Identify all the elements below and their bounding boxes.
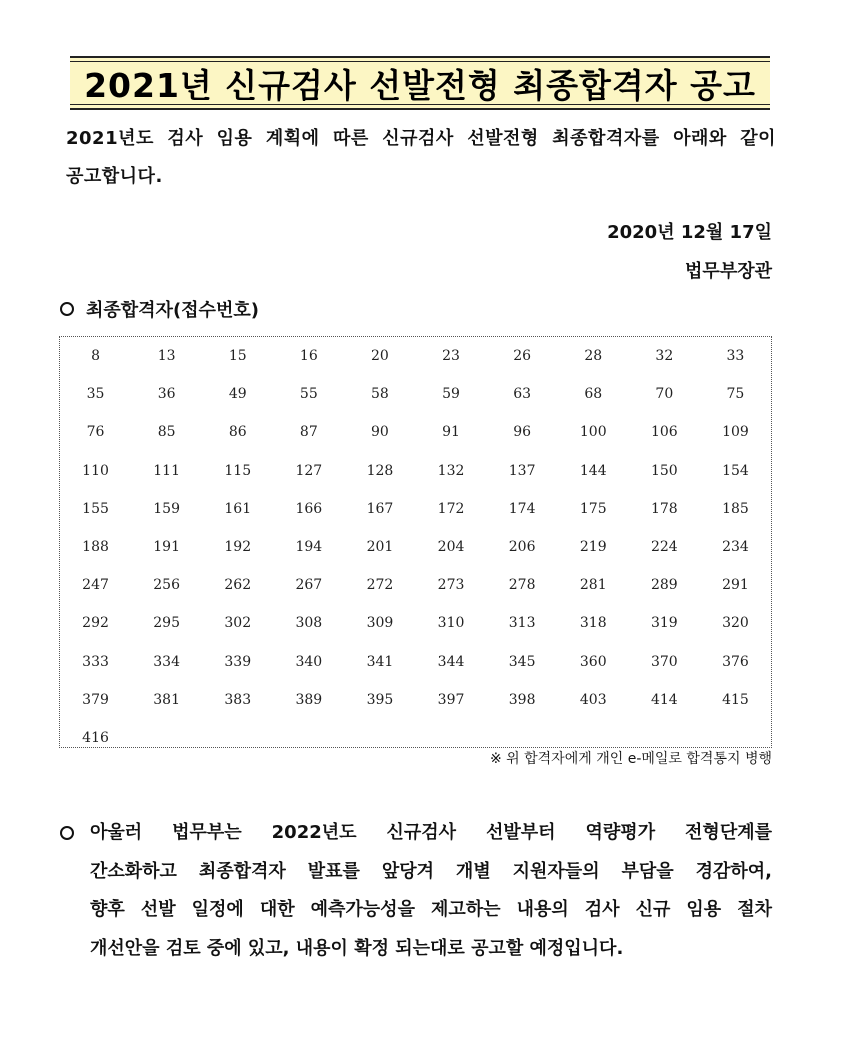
applicant-number-table [59,336,772,748]
applicant-number: 58 [371,386,389,403]
applicant-number: 383 [224,691,252,708]
number-grid [60,337,771,757]
applicant-number: 273 [437,577,465,594]
applicant-number: 340 [295,653,323,670]
notice-line-2: 간소화하고 최종합격자 발표를 앞당겨 개별 지원자들의 부담을 경감하여, [90,860,772,882]
applicant-number: 194 [295,539,323,556]
page-title: 2021년 신규검사 선발전형 최종합격자 공고 [84,65,756,105]
applicant-number: 341 [366,653,394,670]
notice-line-3: 향후 선발 일정에 대한 예측가능성을 제고하는 내용의 검사 신규 임용 절차 [90,899,772,920]
applicant-number: 376 [722,653,749,670]
applicant-number: 106 [650,424,678,441]
notice-line-1-text: 아울러 법무부는 2022년도 신규검사 선발부터 역량평가 전형단계를 [90,822,772,843]
applicant-number: 185 [722,500,749,517]
applicant-number: 370 [650,653,678,670]
applicant-number: 191 [153,539,180,556]
applicant-number: 178 [650,500,678,517]
applicant-number: 318 [579,615,607,632]
applicant-number: 333 [82,653,109,670]
applicant-number: 415 [722,691,749,708]
applicant-number: 389 [295,691,323,708]
applicant-number: 309 [366,615,394,632]
applicant-number: 167 [366,500,394,517]
issuer: 법무부장관 [685,261,772,282]
applicant-number: 416 [82,729,109,746]
applicant-number: 109 [722,424,749,441]
applicant-number: 75 [726,386,745,403]
applicant-number: 8 [91,348,100,365]
applicant-number: 272 [366,577,394,594]
applicant-number: 247 [82,577,109,594]
applicant-number: 76 [86,424,105,441]
applicant-number: 91 [442,424,460,441]
applicant-number: 281 [579,577,607,594]
applicant-number: 302 [224,615,252,632]
applicant-number: 63 [513,386,532,403]
applicant-number: 172 [437,500,465,517]
applicant-number: 278 [508,577,536,594]
applicant-number: 128 [366,462,394,479]
applicant-number: 33 [726,348,745,365]
applicant-number: 262 [224,577,252,594]
applicant-number: 395 [366,691,394,708]
applicant-number: 224 [650,539,678,556]
applicant-number: 32 [655,348,674,365]
applicant-number: 310 [437,615,465,632]
applicant-number: 234 [722,539,749,556]
applicant-number: 381 [153,691,180,708]
applicant-number: 90 [371,424,389,441]
applicant-number: 86 [228,424,247,441]
notice-line-4: 개선안을 검토 중에 있고, 내용이 확정 되는대로 공고할 예정입니다. [90,937,624,959]
applicant-number: 188 [82,539,109,556]
applicant-number: 175 [579,500,607,517]
applicant-number: 320 [722,615,749,632]
applicant-number: 96 [513,424,532,441]
applicant-number: 150 [650,462,678,479]
applicant-number: 267 [295,577,323,594]
applicant-number: 28 [584,348,603,365]
applicant-number: 26 [513,348,532,365]
applicant-number: 100 [579,424,607,441]
applicant-number: 87 [299,424,318,441]
applicant-number: 144 [579,462,607,479]
applicant-number: 49 [228,386,247,403]
applicant-number: 379 [82,691,109,708]
applicant-number: 334 [153,653,180,670]
applicant-number: 159 [153,500,180,517]
applicant-number: 132 [437,462,465,479]
applicant-number: 174 [508,500,536,517]
applicant-number: 110 [82,462,109,479]
applicant-number: 206 [508,539,536,556]
applicant-number: 344 [437,653,465,670]
applicant-number: 313 [508,615,536,632]
applicant-number: 59 [442,386,460,403]
notice-line-1 [60,814,772,853]
applicant-number: 403 [579,691,607,708]
title-banner [70,56,770,110]
applicant-number: 219 [579,539,607,556]
applicant-number: 15 [228,348,247,365]
applicant-number: 36 [157,386,176,403]
applicant-number: 161 [224,500,252,517]
applicant-number: 339 [224,653,252,670]
applicant-number: 127 [295,462,323,479]
applicant-number: 68 [584,386,603,403]
intro-paragraph [66,120,776,196]
applicant-number: 256 [153,577,180,594]
additional-notice [60,814,772,968]
applicant-number: 85 [157,424,176,441]
intro-line-2: 공고합니다. [66,166,163,187]
section-heading [60,296,259,322]
applicant-number: 397 [437,691,465,708]
circle-bullet-icon [60,826,74,840]
announcement-date: 2020년 12월 17일 [607,222,772,243]
applicant-number: 201 [366,539,394,556]
section-title: 최종합격자(접수번호) [86,300,259,321]
applicant-number: 204 [437,539,465,556]
applicant-number: 289 [650,577,678,594]
applicant-number: 398 [508,691,536,708]
applicant-number: 115 [224,462,252,479]
applicant-number: 137 [508,462,536,479]
applicant-number: 55 [299,386,318,403]
applicant-number: 319 [650,615,678,632]
applicant-number: 16 [299,348,318,365]
applicant-number: 166 [295,500,323,517]
notice-note: ※ 위 합격자에게 개인 e-메일로 합격통지 병행 [489,751,772,767]
applicant-number: 70 [655,386,674,403]
applicant-number: 154 [722,462,749,479]
intro-line-1: 2021년도 검사 임용 계획에 따른 신규검사 선발전형 최종합격자를 아래와 같이 [66,128,776,149]
applicant-number: 345 [508,653,536,670]
applicant-number: 23 [442,348,460,365]
circle-bullet-icon [60,302,74,316]
applicant-number: 155 [82,500,109,517]
applicant-number: 308 [295,615,323,632]
applicant-number: 111 [153,462,180,479]
applicant-number: 35 [86,386,105,403]
applicant-number: 414 [650,691,678,708]
applicant-number: 295 [153,615,180,632]
applicant-number: 20 [371,348,389,365]
applicant-number: 360 [579,653,607,670]
applicant-number: 13 [157,348,176,365]
applicant-number: 291 [722,577,749,594]
applicant-number: 192 [224,539,252,556]
applicant-number: 292 [82,615,109,632]
